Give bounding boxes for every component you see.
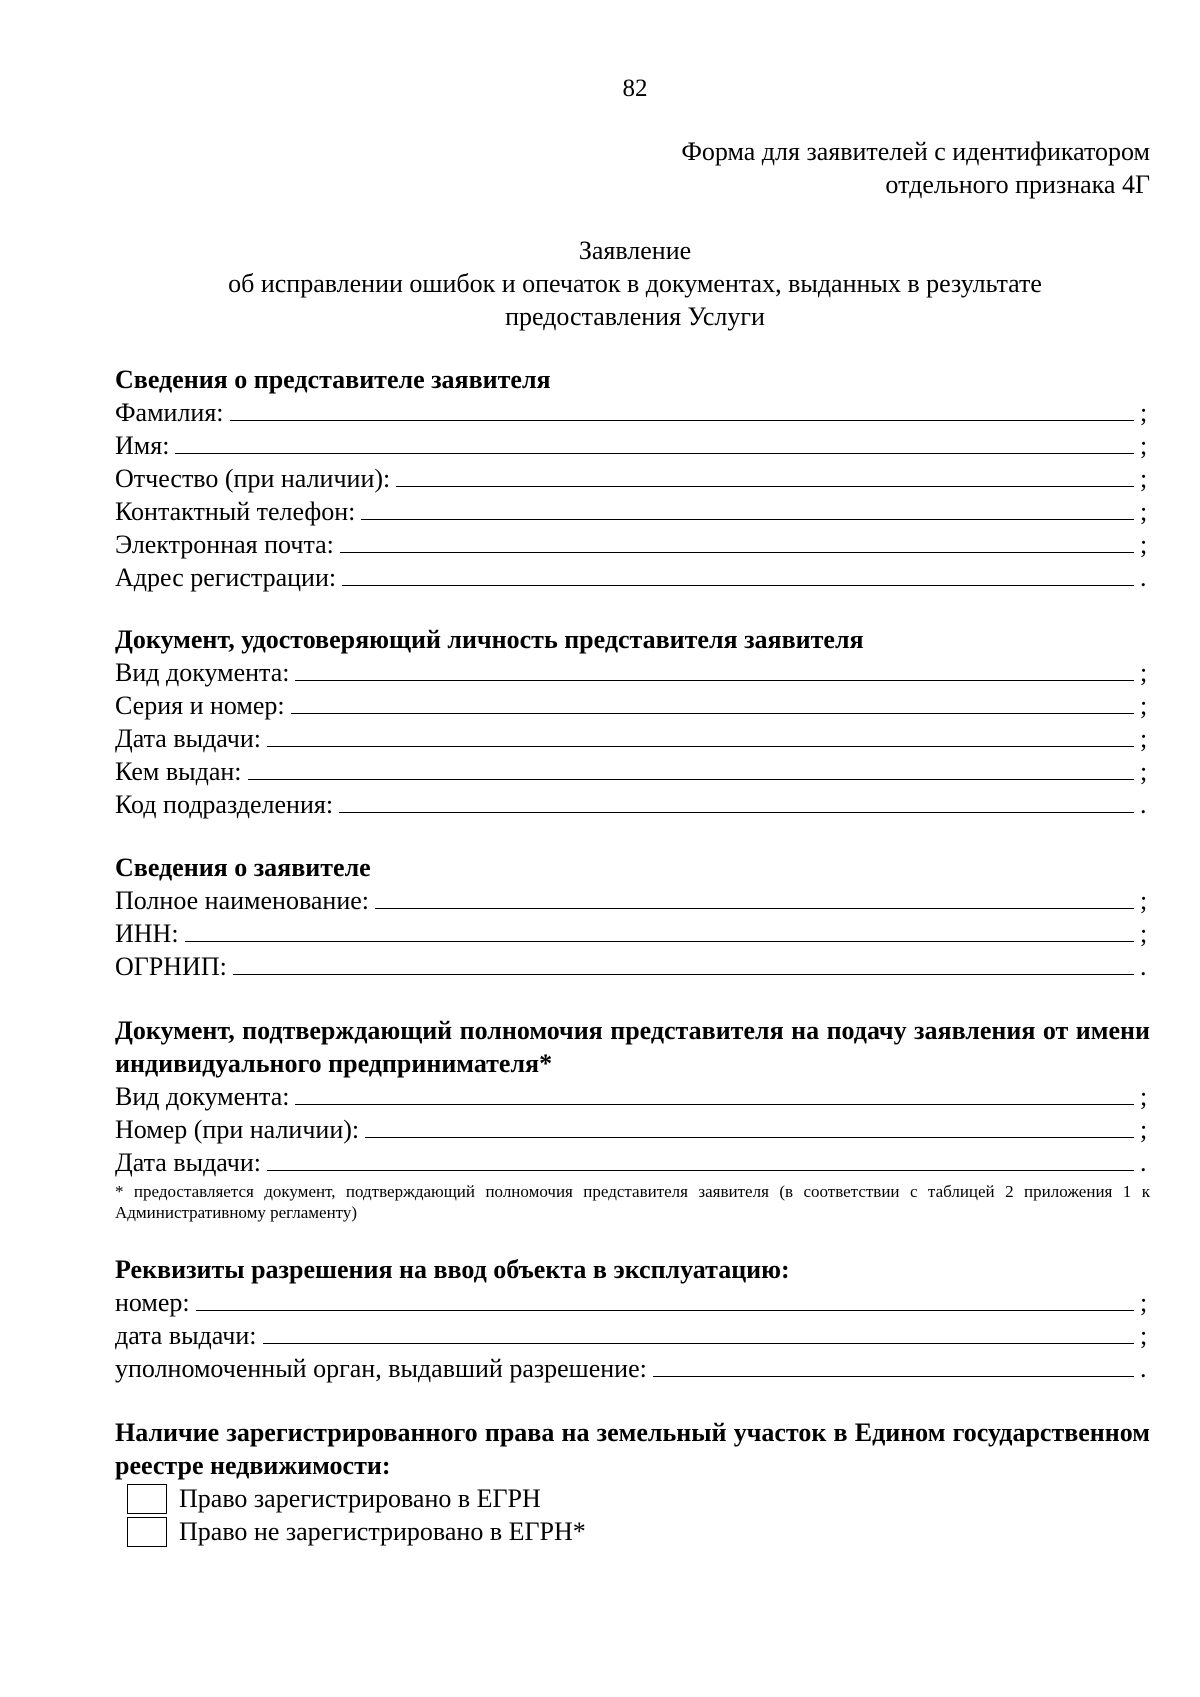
field-end: . <box>1140 1354 1147 1383</box>
field-address[interactable] <box>115 561 1150 594</box>
field-label: Полное наименование: <box>115 886 370 915</box>
field-label: Кем выдан: <box>115 757 242 786</box>
field-permit-authority[interactable] <box>115 1352 1150 1385</box>
field-label: уполномоченный орган, выдавший разрешение: <box>115 1354 647 1383</box>
field-end: . <box>1140 952 1147 981</box>
field-end: . <box>1140 563 1147 592</box>
section-title: Наличие зарегистрированного права на земельный участок в Едином государственном реестре недвижимости: <box>115 1418 1150 1480</box>
fill-line[interactable] <box>267 1148 1134 1171</box>
section-title: Реквизиты разрешения на ввод объекта в эксплуатацию: <box>115 1255 790 1284</box>
field-label: Адрес регистрации: <box>115 563 337 592</box>
section-authority-document <box>115 1014 1150 1223</box>
title-line: предоставления Услуги <box>505 302 765 331</box>
fill-line[interactable] <box>196 1288 1134 1311</box>
field-email[interactable] <box>115 528 1150 561</box>
option-registered[interactable] <box>127 1482 1150 1515</box>
fill-line[interactable] <box>230 398 1134 421</box>
field-label: Дата выдачи: <box>115 724 262 753</box>
section-title: Документ, удостоверяющий личность представителя заявителя <box>115 625 864 654</box>
field-label: ОГРНИП: <box>115 952 227 981</box>
field-label: Отчество (при наличии): <box>115 464 391 493</box>
form-designation <box>681 135 1150 201</box>
field-label: Серия и номер: <box>115 691 285 720</box>
field-division-code[interactable] <box>115 788 1150 821</box>
field-label: Имя: <box>115 431 170 460</box>
field-doc-type[interactable] <box>115 656 1150 689</box>
section-permit-details <box>115 1253 1150 1385</box>
section-title: Документ, подтверждающий полномочия представителя на подачу заявления от имени индивидуального предпринимателя* <box>115 1016 1150 1078</box>
field-end: ; <box>1140 530 1148 559</box>
field-label: Контактный телефон: <box>115 497 356 526</box>
field-label: Электронная почта: <box>115 530 334 559</box>
field-end: ; <box>1140 1321 1148 1350</box>
field-doc-type[interactable] <box>115 1080 1150 1113</box>
document-title <box>0 234 1200 333</box>
section-registered-right <box>115 1416 1150 1548</box>
field-label: дата выдачи: <box>115 1321 257 1350</box>
field-label: Вид документа: <box>115 1082 290 1111</box>
section-applicant <box>115 851 1150 983</box>
field-end: ; <box>1140 724 1148 753</box>
field-issue-date[interactable] <box>115 1146 1150 1179</box>
fill-line[interactable] <box>339 790 1134 813</box>
field-label: Номер (при наличии): <box>115 1115 360 1144</box>
footnote: * предоставляется документ, подтверждающий полномочия представителя заявителя (в соответствии с таблицей 2 приложения 1 к Административному регламенту) <box>115 1182 1150 1222</box>
field-permit-number[interactable] <box>115 1286 1150 1319</box>
option-not-registered[interactable] <box>127 1515 1150 1548</box>
field-end: . <box>1140 790 1147 819</box>
checkbox[interactable] <box>127 1517 167 1547</box>
field-label: Код подразделения: <box>115 790 334 819</box>
field-label: Вид документа: <box>115 658 290 687</box>
field-label: Фамилия: <box>115 398 224 427</box>
field-full-name[interactable] <box>115 884 1150 917</box>
fill-line[interactable] <box>342 563 1134 586</box>
field-name[interactable] <box>115 429 1150 462</box>
fill-line[interactable] <box>396 464 1134 487</box>
field-number[interactable] <box>115 1113 1150 1146</box>
fill-line[interactable] <box>295 658 1134 681</box>
fill-line[interactable] <box>175 431 1134 454</box>
field-phone[interactable] <box>115 495 1150 528</box>
form-designation-line: отдельного признака 4Г <box>885 170 1150 199</box>
fill-line[interactable] <box>653 1354 1134 1377</box>
fill-line[interactable] <box>361 497 1134 520</box>
section-representative <box>115 363 1150 594</box>
fill-line[interactable] <box>248 757 1135 780</box>
fill-line[interactable] <box>291 691 1134 714</box>
field-issue-date[interactable] <box>115 722 1150 755</box>
fill-line[interactable] <box>295 1082 1134 1105</box>
field-patronymic[interactable] <box>115 462 1150 495</box>
title-line: Заявление <box>578 236 692 265</box>
field-end: ; <box>1140 691 1148 720</box>
section-identity-document <box>115 623 1150 821</box>
field-end: ; <box>1140 398 1148 427</box>
fill-line[interactable] <box>375 886 1134 909</box>
fill-line[interactable] <box>233 952 1134 975</box>
checkbox[interactable] <box>127 1484 167 1514</box>
field-end: ; <box>1140 919 1148 948</box>
form-designation-line: Форма для заявителей с идентификатором <box>681 137 1150 166</box>
field-end: ; <box>1140 464 1148 493</box>
field-end: ; <box>1140 497 1148 526</box>
field-end: ; <box>1140 1115 1148 1144</box>
fill-line[interactable] <box>263 1321 1134 1344</box>
field-end: ; <box>1140 658 1148 687</box>
field-label: ИНН: <box>115 919 179 948</box>
title-line: об исправлении ошибок и опечаток в документах, выданных в результате <box>228 269 1042 298</box>
fill-line[interactable] <box>185 919 1134 942</box>
fill-line[interactable] <box>365 1115 1134 1138</box>
page-number: 82 <box>622 75 648 102</box>
field-end: . <box>1140 1148 1147 1177</box>
field-ogrnip[interactable] <box>115 950 1150 983</box>
field-issued-by[interactable] <box>115 755 1150 788</box>
field-end: ; <box>1140 1082 1148 1111</box>
field-label: номер: <box>115 1288 190 1317</box>
option-label: Право не зарегистрировано в ЕГРН* <box>179 1517 586 1546</box>
field-permit-date[interactable] <box>115 1319 1150 1352</box>
field-end: ; <box>1140 886 1148 915</box>
field-surname[interactable] <box>115 396 1150 429</box>
field-end: ; <box>1140 757 1148 786</box>
field-end: ; <box>1140 1288 1148 1317</box>
field-series-number[interactable] <box>115 689 1150 722</box>
fill-line[interactable] <box>267 724 1134 747</box>
field-end: ; <box>1140 431 1148 460</box>
field-label: Дата выдачи: <box>115 1148 262 1177</box>
field-inn[interactable] <box>115 917 1150 950</box>
section-title: Сведения о заявителе <box>115 853 371 882</box>
fill-line[interactable] <box>340 530 1134 553</box>
section-title: Сведения о представителе заявителя <box>115 365 551 394</box>
option-label: Право зарегистрировано в ЕГРН <box>179 1484 541 1513</box>
